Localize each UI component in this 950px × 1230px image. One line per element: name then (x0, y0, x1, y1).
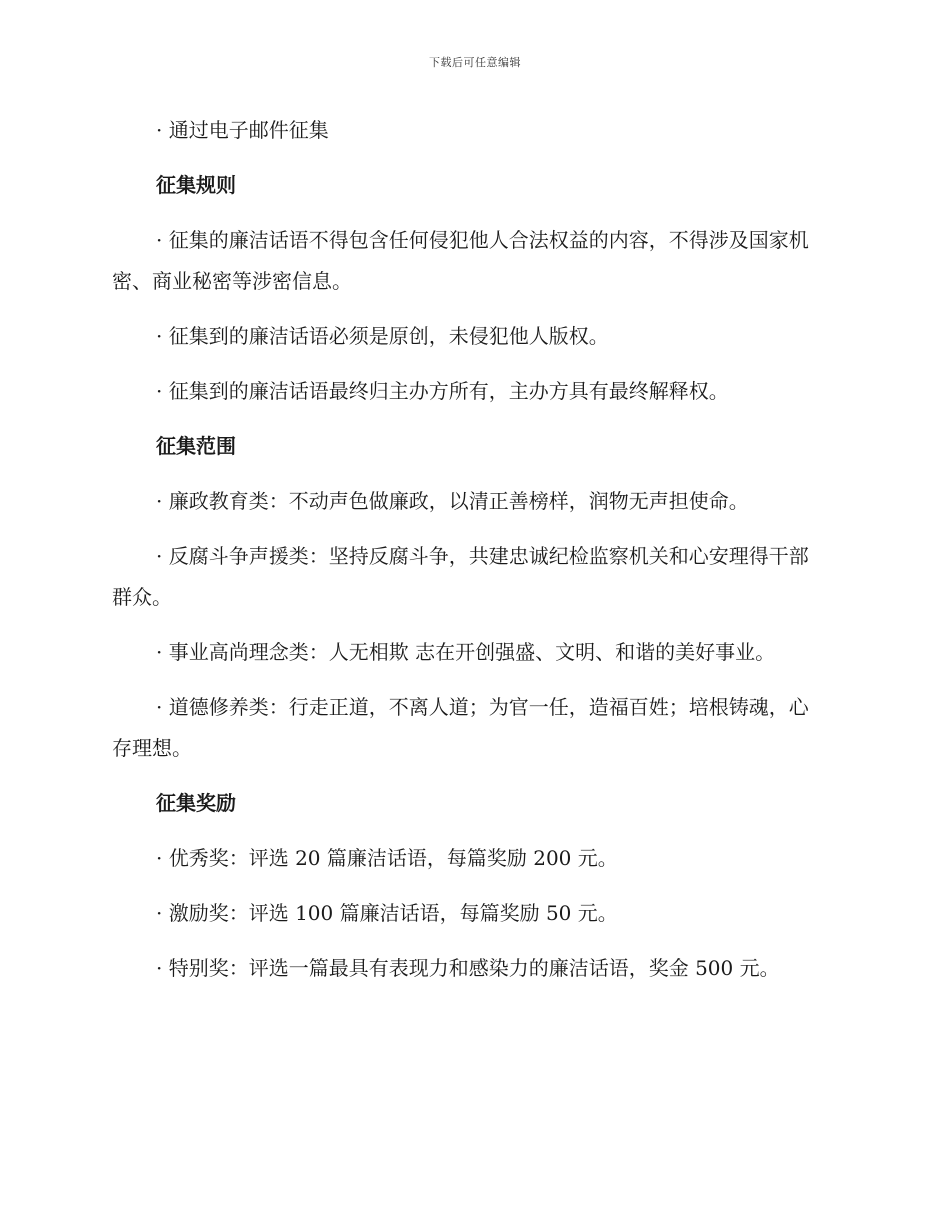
section-heading-scope: 征集范围 (156, 434, 236, 458)
list-item: · 廉政教育类：不动声色做廉政，以清正善榜样，润物无声担使命。 (156, 489, 749, 513)
section-heading-rules: 征集规则 (156, 173, 236, 197)
section-heading-rewards: 征集奖励 (156, 791, 236, 815)
list-item: · 征集的廉洁话语不得包含任何侵犯他人合法权益的内容，不得涉及国家机密、商业秘密等涉密信息。 (112, 228, 809, 293)
list-item: · 优秀奖：评选 20 篇廉洁话语，每篇奖励 200 元。 (156, 846, 618, 870)
list-item: · 特别奖：评选一篇最具有表现力和感染力的廉洁话语，奖金 500 元。 (156, 956, 780, 980)
list-item: · 道德修养类：行走正道，不离人道；为官一任，造福百姓；培根铸魂，心存理想。 (112, 695, 809, 760)
list-item: · 激励奖：评选 100 篇廉洁话语，每篇奖励 50 元。 (156, 901, 618, 925)
list-item: · 征集到的廉洁话语最终归主办方所有，主办方具有最终解释权。 (156, 379, 729, 403)
header-note: 下载后可任意编辑 (429, 56, 521, 69)
list-item: · 事业高尚理念类：人无相欺 志在开创强盛、文明、和谐的美好事业。 (156, 640, 776, 664)
list-item: · 通过电子邮件征集 (156, 118, 329, 142)
list-item: · 征集到的廉洁话语必须是原创，未侵犯他人版权。 (156, 324, 609, 348)
list-item: · 反腐斗争声援类：坚持反腐斗争，共建忠诚纪检监察机关和心安理得干部群众。 (112, 544, 809, 609)
document-content (112, 110, 824, 1003)
